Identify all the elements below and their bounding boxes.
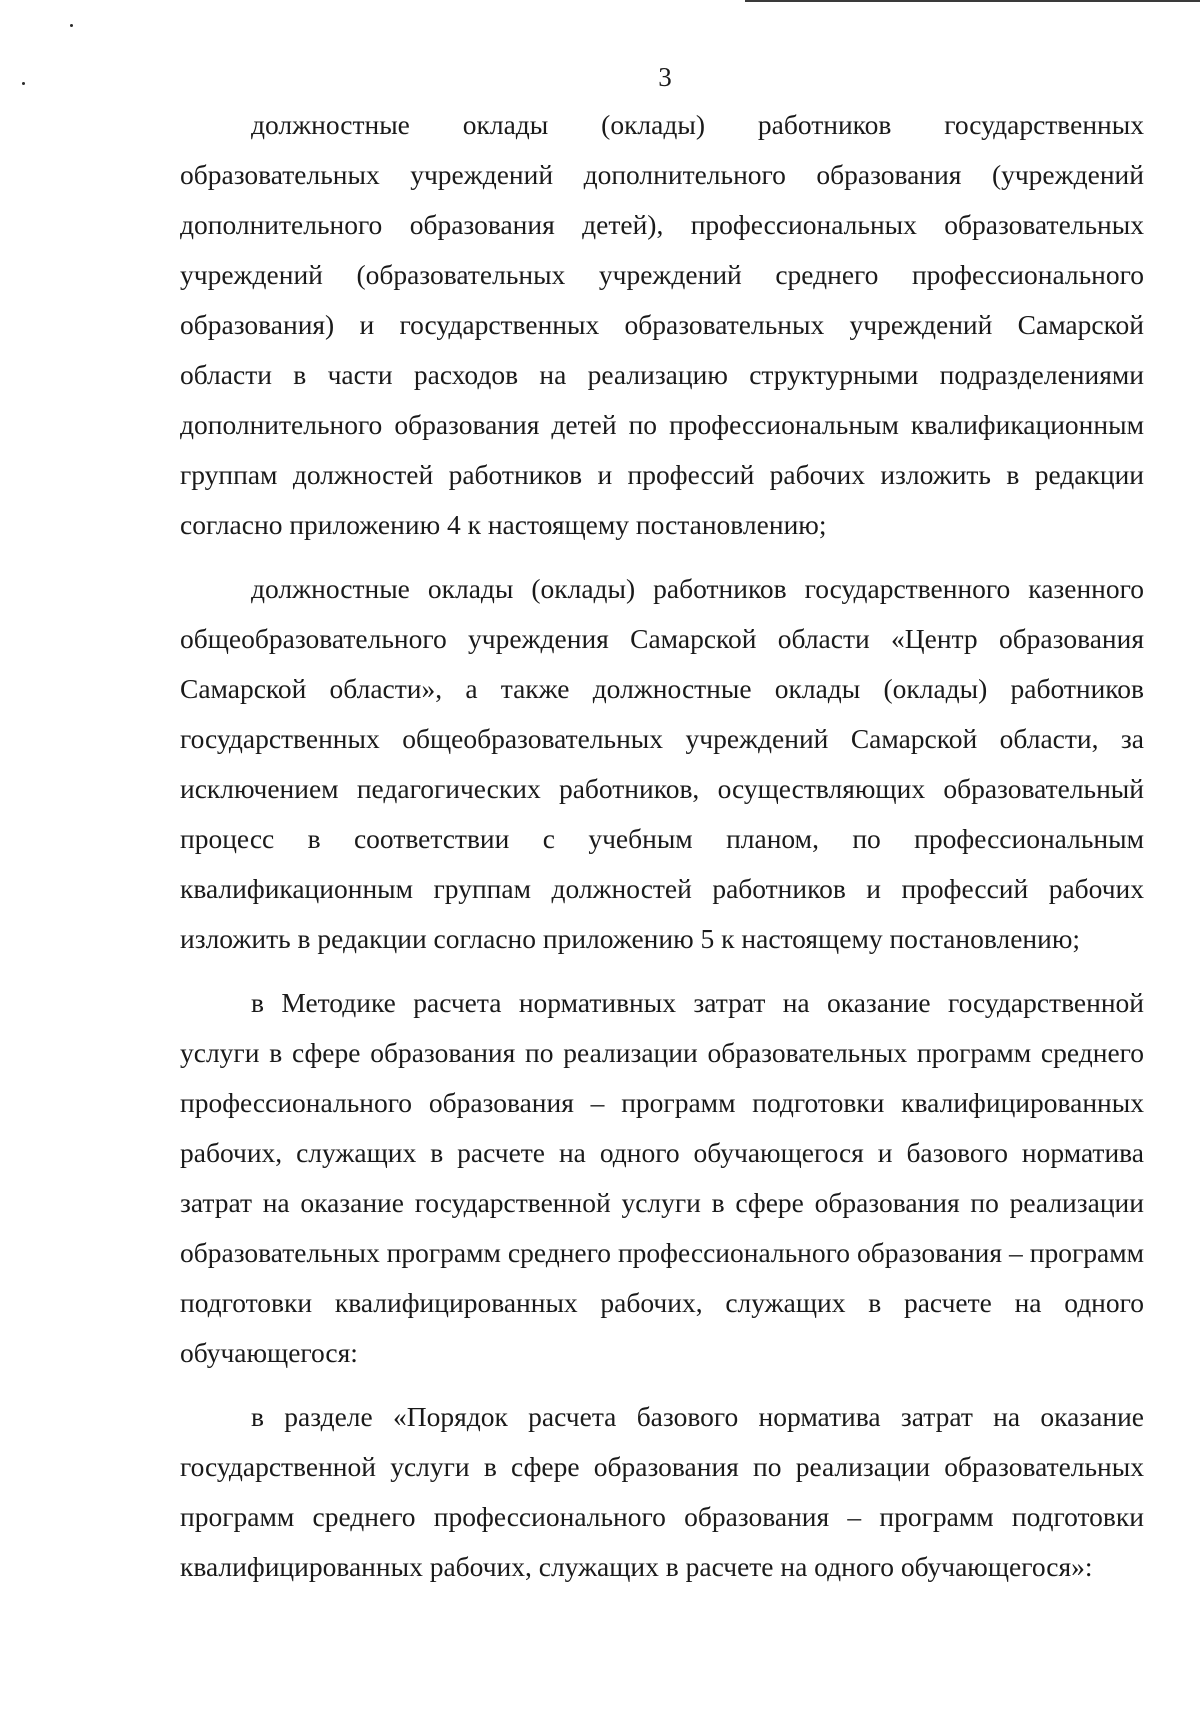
page-number: 3 (658, 62, 672, 92)
paragraph-section-calculation: в разделе «Порядок расчета базового норматива затрат на оказание государственной услуги в сфере образования по реализации образовательных программ среднего профессионального образования – программ подготовки квалифицированных рабочих, служащих в расчете на одного обучающегося»: (180, 1401, 1144, 1582)
paragraph-methodology: в Методике расчета нормативных затрат на оказание государственной услуги в сфере образования по реализации образовательных программ среднего профессионального образования – программ подготовки квалифицированных рабочих, служащих в расчете на одного обучающегося и базового норматива затрат на оказание государственной услуги в сфере образования по реализации образовательных программ среднего профессионального образования – программ подготовки квалифицированных рабочих, служащих в расчете на одного обучающегося: (180, 987, 1144, 1368)
scan-edge-line (745, 0, 1200, 2)
paragraph-salaries-education-center: должностные оклады (оклады) работников государственного казенного общеобразовательного учреждения Самарской области «Центр образования Самарской области», а также должностные оклады (оклады) работников государственных общеобразовательных учреждений Самарской области, за исключением педагогических работников, осуществляющих образовательный процесс в соответствии с учебным планом, по профессиональным квалификационным группам должностей работников и профессий рабочих изложить в редакции согласно приложению 5 к настоящему постановлению; (180, 573, 1144, 954)
paragraph-salaries-additional-education: должностные оклады (оклады) работников государственных образовательных учреждений дополнительного образования (учреждений дополнительного образования детей), профессиональных образовательных учреждений (образовательных учреждений среднего профессионального образования) и государственных образовательных учреждений Самарской области в части расходов на реализацию структурными подразделениями дополнительного образования детей по профессиональным квалификационным группам должностей работников и профессий рабочих изложить в редакции согласно приложению 4 к настоящему постановлению; (180, 109, 1144, 540)
scan-speck (70, 24, 73, 27)
document-body (180, 100, 1144, 1606)
